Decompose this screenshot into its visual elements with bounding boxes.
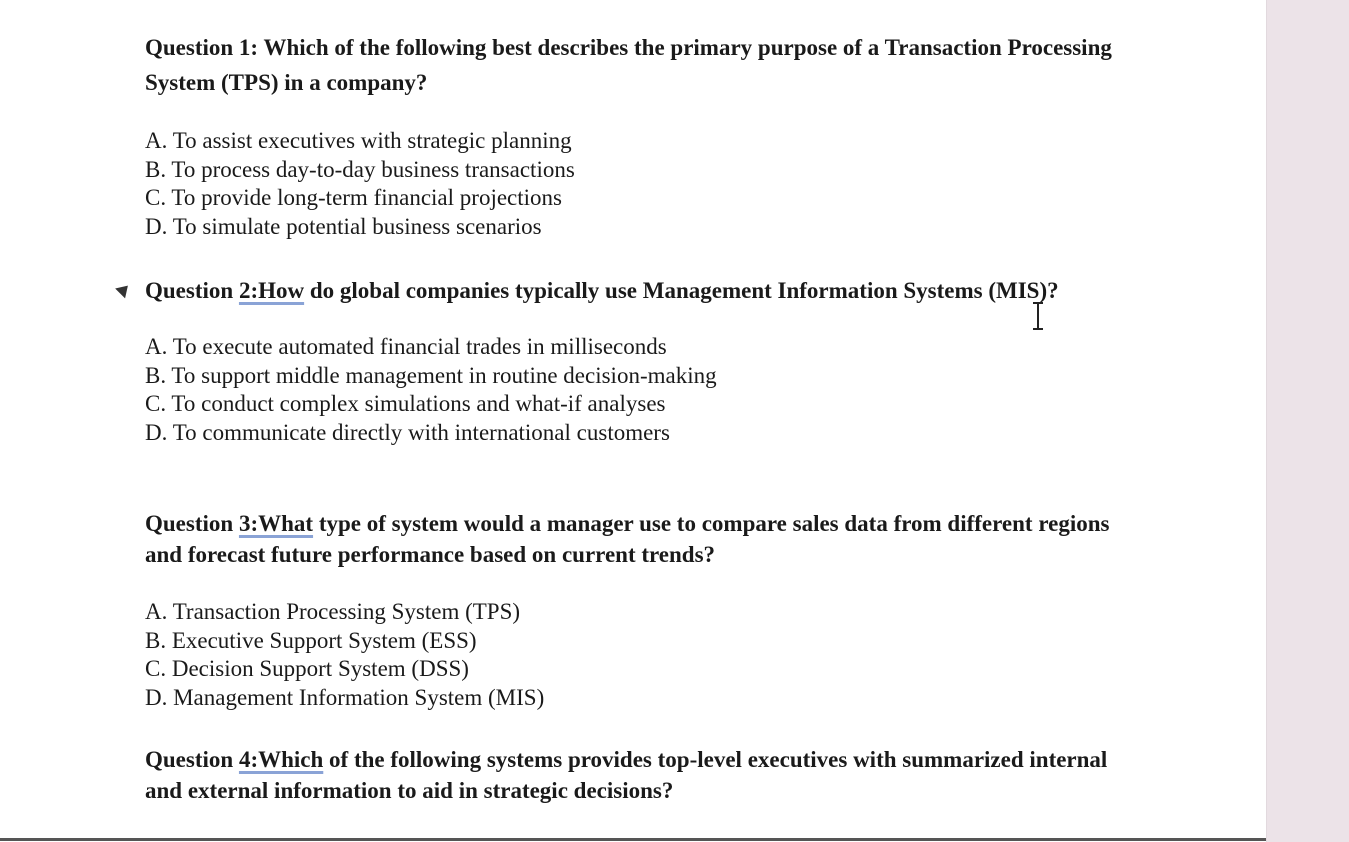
question-block-1 <box>145 30 1135 241</box>
question-block-3 <box>145 508 1135 712</box>
option-d[interactable]: D. To communicate directly with international customers <box>145 419 670 445</box>
option-c[interactable]: C. Decision Support System (DSS) <box>145 656 469 681</box>
question-2-heading[interactable] <box>145 274 1135 307</box>
option-d[interactable]: D. Management Information System (MIS) <box>145 684 545 710</box>
question-3-heading[interactable] <box>145 508 1135 570</box>
question-3-text: type of system would a manager use to compare sales data from different regions and forecast future performance based on current trends? <box>145 511 1110 567</box>
question-4-number-underlined: 4:Which <box>238 747 324 772</box>
question-2-number: Question <box>145 278 239 303</box>
option-a[interactable]: A. To assist executives with strategic planning <box>145 128 572 153</box>
question-2-text: do global companies typically use Management Information Systems (MIS)? <box>304 278 1059 303</box>
question-4-text: of the following systems provides top-level executives with summarized internal and external information to aid in strategic decisions? <box>145 747 1108 803</box>
option-a[interactable]: A. To execute automated financial trades in milliseconds <box>145 334 667 359</box>
question-3-number-underlined: 3:What <box>238 511 314 536</box>
option-b[interactable]: B. To support middle management in routine decision-making <box>145 362 717 388</box>
side-panel <box>1266 0 1349 842</box>
question-block-2 <box>145 274 1135 447</box>
question-1-text: Which of the following best describes the primary purpose of a Transaction Processing System (TPS) in a company? <box>145 35 1112 95</box>
page-bottom-edge <box>0 838 1266 841</box>
question-1-number: Question 1: <box>145 35 259 60</box>
question-2-options <box>145 333 1135 447</box>
question-block-4 <box>145 744 1135 806</box>
option-c[interactable]: C. To provide long-term financial projections <box>145 185 562 210</box>
question-1-heading[interactable] <box>145 30 1135 100</box>
question-4-heading[interactable] <box>145 744 1135 806</box>
question-3-options <box>145 598 1135 712</box>
option-c[interactable]: C. To conduct complex simulations and what-if analyses <box>145 391 666 416</box>
question-1-options <box>145 127 1135 241</box>
option-b[interactable]: B. To process day-to-day business transactions <box>145 156 575 182</box>
question-2-number-underlined: 2:How <box>238 278 305 303</box>
question-4-number: Question <box>145 747 239 772</box>
option-a[interactable]: A. Transaction Processing System (TPS) <box>145 599 521 624</box>
collapse-triangle-icon[interactable] <box>115 281 133 299</box>
question-3-number: Question <box>145 511 239 536</box>
option-b[interactable]: B. Executive Support System (ESS) <box>145 627 477 653</box>
text-cursor-icon <box>1031 302 1045 330</box>
option-d[interactable]: D. To simulate potential business scenarios <box>145 213 542 239</box>
